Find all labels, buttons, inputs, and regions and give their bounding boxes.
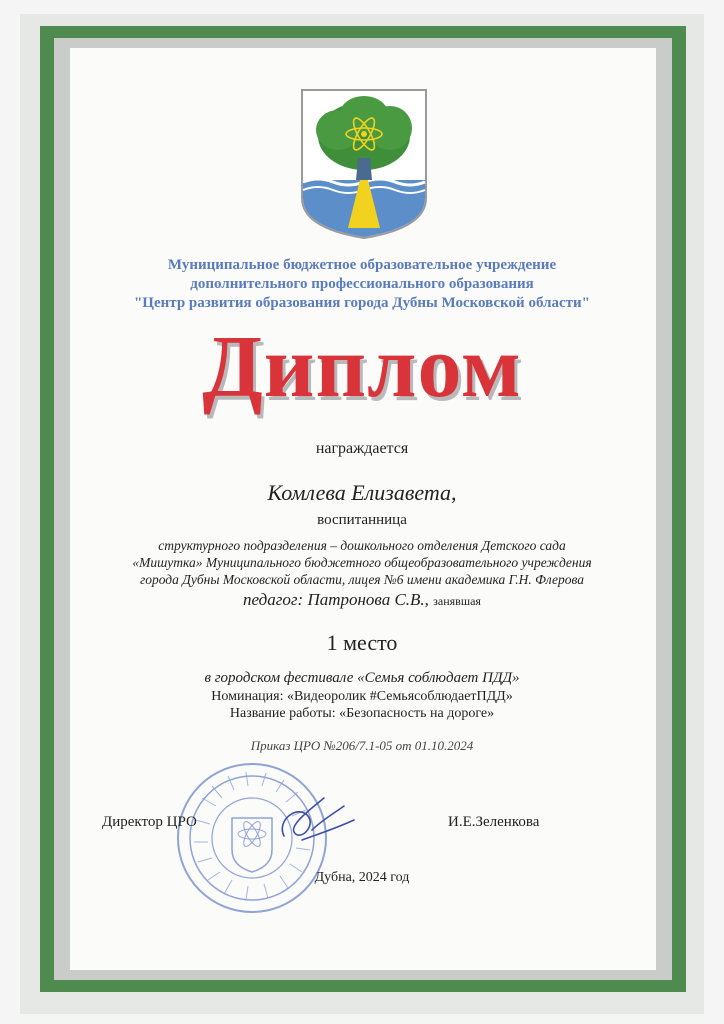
org-line: "Центр развития образования города Дубны Московской области" [133,295,590,311]
director-label: Директор ЦРО [102,814,197,830]
description-line: «Мишутка» Муниципального бюджетного общеобразовательного учреждения [132,555,592,570]
director-name: И.Е.Зеленкова [448,814,540,830]
description-line: структурного подразделения – дошкольного отделения Детского сада [158,538,566,553]
coat-of-arms-icon [298,88,430,240]
org-line: дополнительного профессионального образования [190,276,534,292]
diploma-title: Диплом [202,319,522,416]
signature-icon [272,790,362,850]
teacher-name: педагог: Патронова С.В., [243,590,429,609]
teacher-line [0,590,724,610]
order-reference: Приказ ЦРО №206/7.1-05 от 01.10.2024 [250,738,474,753]
recipient-description [0,537,724,588]
description-line: города Дубны Московской области, лицея №6 имени академика Г.Н. Флерова [139,572,585,587]
award-place: 1 место [326,630,398,655]
teacher-suffix: занявшая [433,594,481,608]
festival-name: в городском фестивале «Семья соблюдает ПДД» [204,670,520,686]
place-and-year: Дубна, 2024 год [314,870,410,885]
org-line: Муниципальное бюджетное образовательное учреждение [167,257,557,273]
nomination: Номинация: «Видеоролик #СемьясоблюдаетПДД» [211,689,513,704]
organization-header [0,256,724,313]
recipient-name: Комлева Елизавета, [267,480,457,505]
awarded-label: награждается [315,440,409,457]
work-title: Название работы: «Безопасность на дороге» [229,706,495,721]
recipient-role: воспитанница [317,512,407,528]
